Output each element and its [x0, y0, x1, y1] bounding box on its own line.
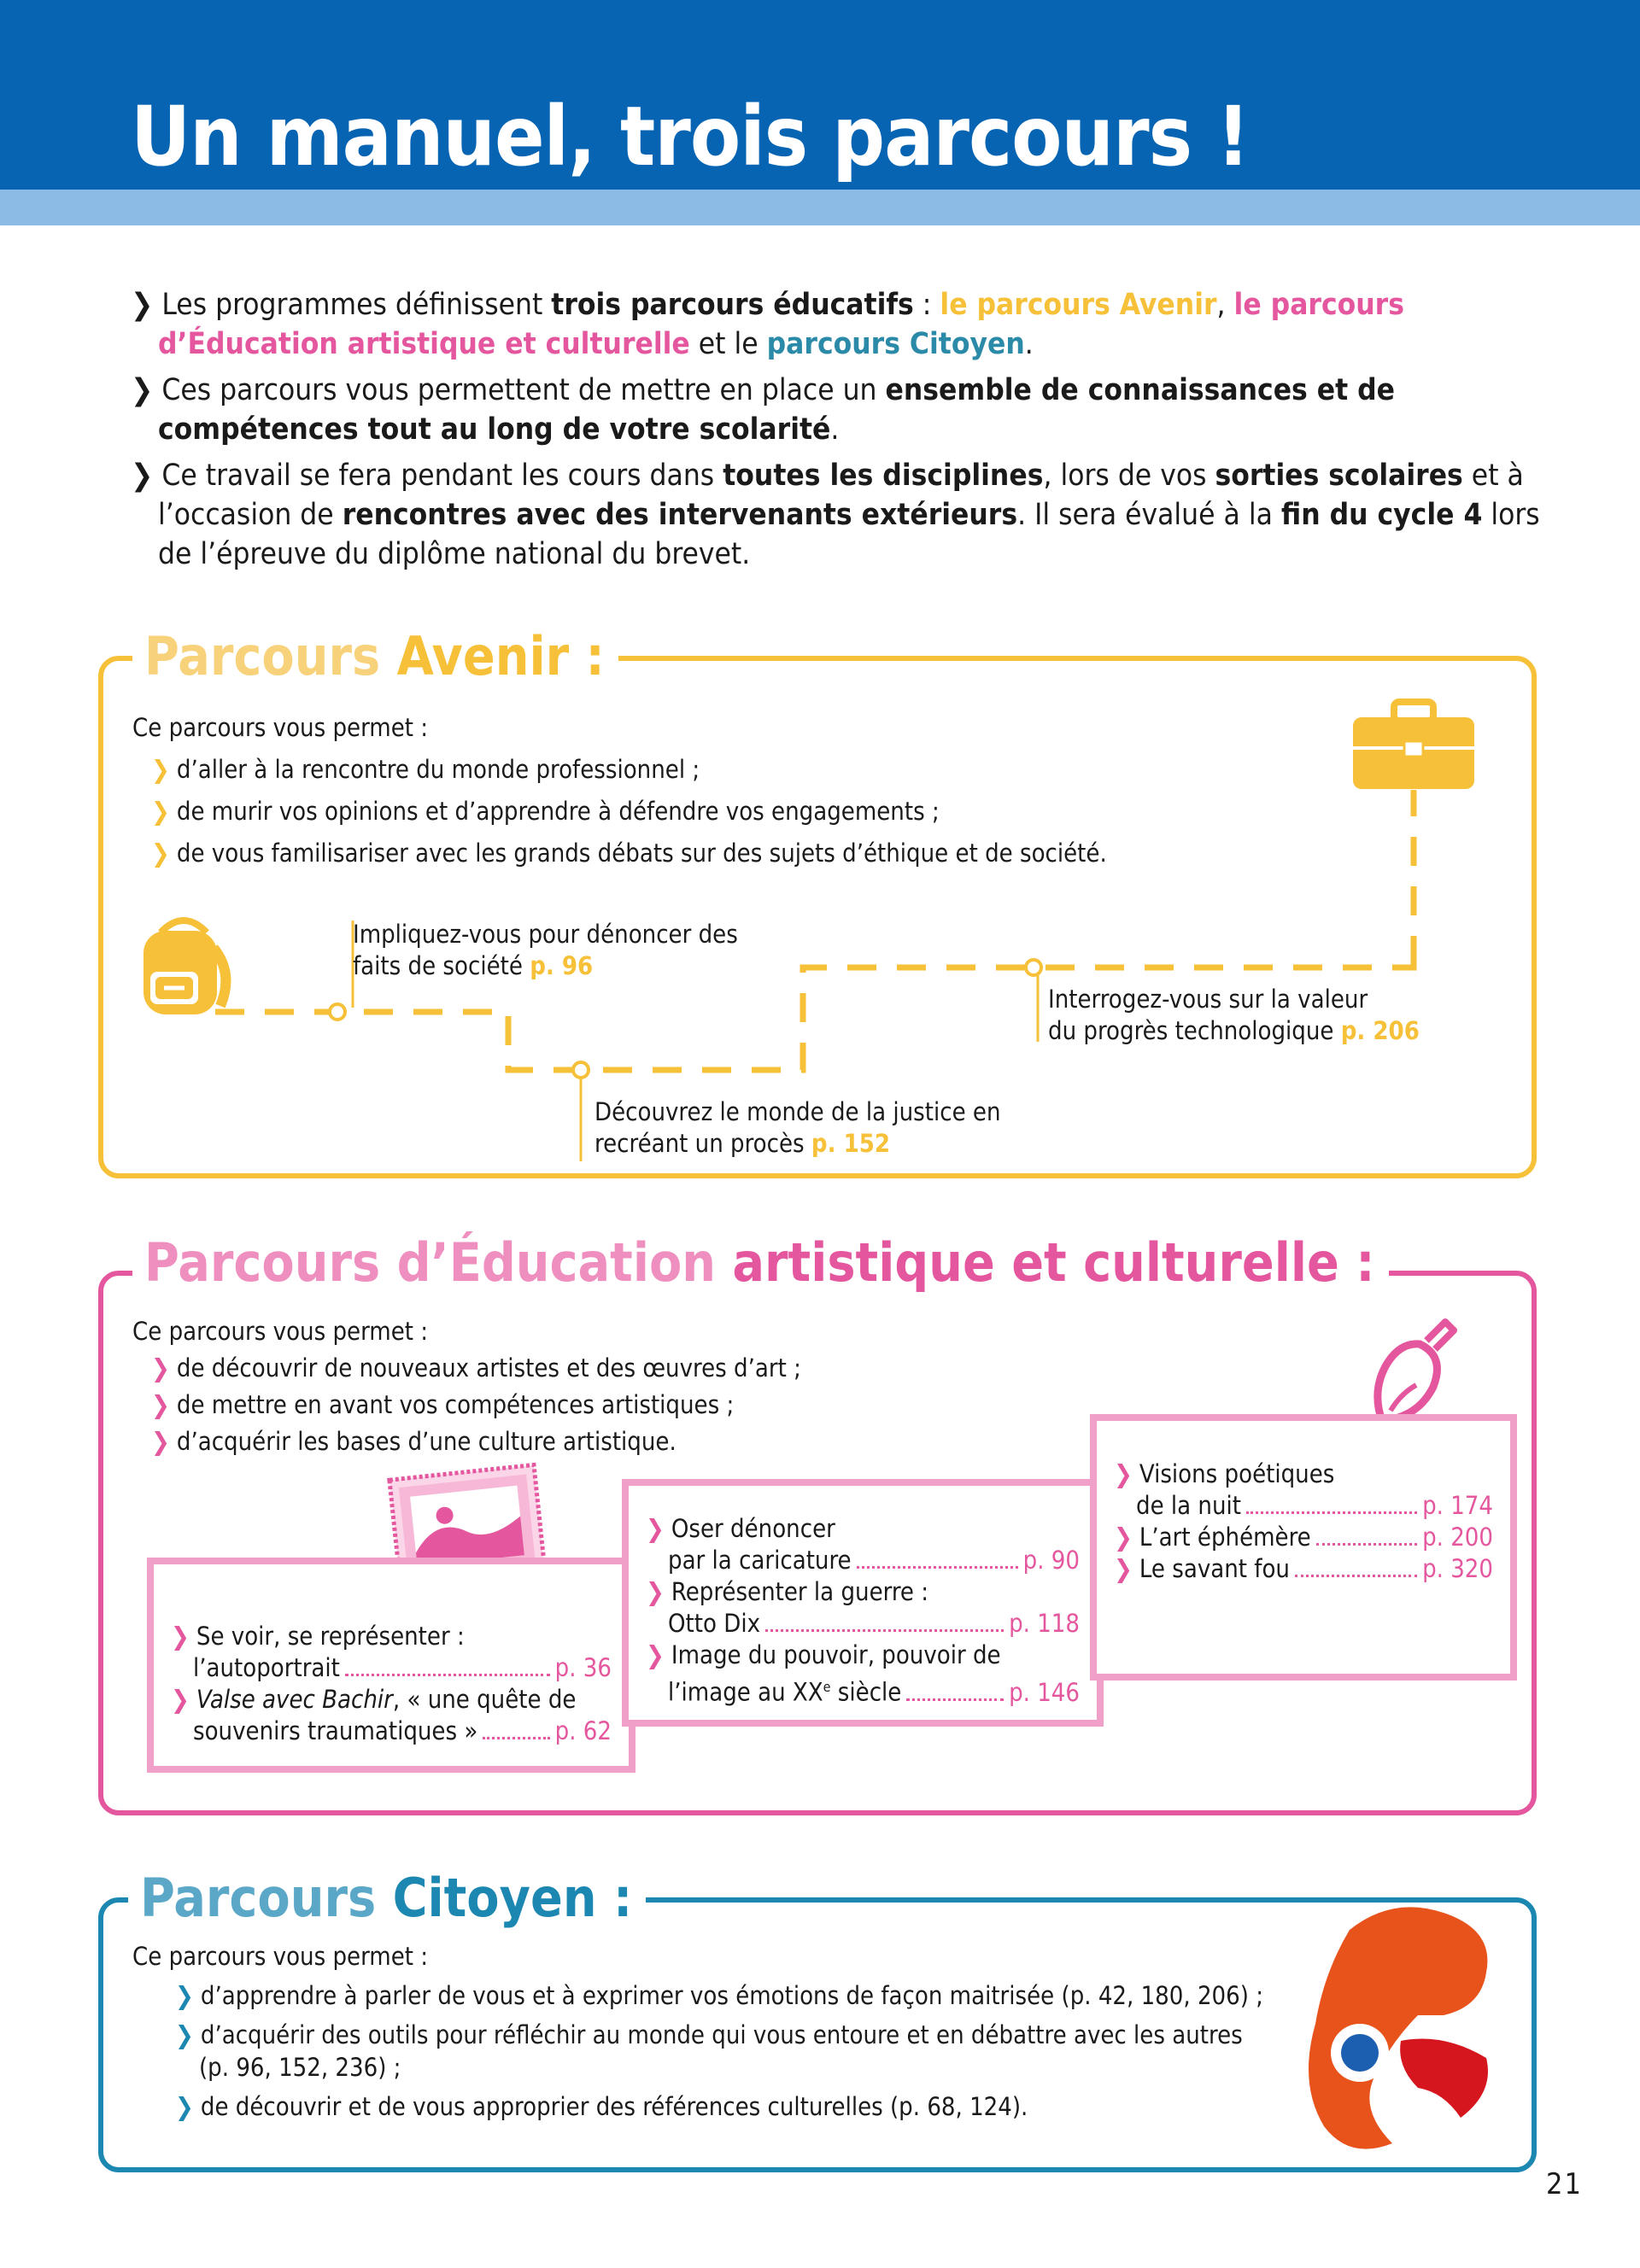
citoyen-list [132, 1940, 1311, 2123]
citoyen-lead: Ce parcours vous permet : [132, 1942, 429, 1971]
list-item-page: l’image au XXe siècle p. 146 [668, 1677, 1080, 1707]
avenir-lead: Ce parcours vous permet : [132, 713, 429, 742]
page-number: 21 [1546, 2167, 1583, 2201]
avenir-title: Parcours Avenir : [132, 630, 618, 683]
list-item: ❯ d’acquérir des outils pour réfléchir au monde qui vous entoure et en débattre avec les autres [175, 2020, 1243, 2049]
avenir-step-3: Interrogez-vous sur la valeur du progrès technologique p. 206 [1048, 985, 1420, 1045]
eac-box-1 [147, 1558, 636, 1773]
page-title: Un manuel, trois parcours ! [131, 89, 1250, 184]
list-item: ❯ Image du pouvoir, pouvoir de [646, 1640, 1001, 1669]
list-item: ❯ Visions poétiques [1114, 1459, 1335, 1488]
list-item-page: Otto Dix p. 118 [668, 1609, 1080, 1638]
list-item: ❯ Valse avec Bachir, « une quête de [171, 1685, 577, 1714]
list-item: ❯ d’apprendre à parler de vous et à exprimer vos émotions de façon maitrisée (p. 42, 180, 206) ; [175, 1981, 1263, 2010]
intro-paragraph-3: ❯ Ce travail se fera pendant les cours dans toutes les disciplines, lors de vos sorties scolaires et à l’occasion de rencontres avec des intervenants extérieurs. Il sera évalué à la fin du cycle 4 lors de l’épreuve du diplôme national du brevet. [131, 459, 1540, 571]
avenir-step-1: Impliquez-vous pour dénoncer des faits de société p. 96 [353, 920, 738, 980]
list-item-page: par la caricature p. 90 [668, 1546, 1080, 1575]
list-item: ❯ d’acquérir les bases d’une culture artistique. [151, 1427, 676, 1456]
chevron-icon: ❯ [131, 373, 154, 407]
paintbrush-icon [1367, 1315, 1461, 1426]
list-item: ❯ de découvrir de nouveaux artistes et des œuvres d’art ; [151, 1353, 801, 1382]
briefcase-icon [1350, 699, 1478, 792]
list-item-page: souvenirs traumatiques » p. 62 [193, 1716, 612, 1745]
list-item-page: l’autoportrait p. 36 [193, 1653, 612, 1682]
list-item-page: ❯ Le savant fou p. 320 [1114, 1554, 1493, 1583]
chevron-icon: ❯ [131, 288, 154, 322]
intro-paragraph-1: ❯ Les programmes définissent trois parcours éducatifs : le parcours Avenir, le parcours d’Éducation artistique et culturelle et le parcours Citoyen. [131, 288, 1404, 361]
citoyen-title: Parcours Citoyen : [128, 1872, 646, 1925]
intro-paragraph-2: ❯ Ces parcours vous permettent de mettre en place un ensemble de connaissances et de compétences tout au long de votre scolarité. [131, 373, 1396, 447]
list-item: ❯ Représenter la guerre : [646, 1577, 929, 1606]
chevron-icon: ❯ [131, 459, 154, 493]
eac-title: Parcours d’Éducation artistique et culturelle : [132, 1236, 1389, 1289]
list-item-page: ❯ L’art éphémère p. 200 [1114, 1523, 1493, 1552]
list-item-continuation: (p. 96, 152, 236) ; [199, 2053, 401, 2082]
list-item: ❯ Se voir, se représenter : [171, 1622, 465, 1651]
eac-box-3 [1090, 1414, 1517, 1681]
list-item: ❯ de vous familisariser avec les grands débats sur des sujets d’éthique et de société. [151, 839, 1107, 868]
eac-box-2 [622, 1479, 1104, 1727]
list-item: ❯ Oser dénoncer [646, 1514, 835, 1543]
backpack-icon [135, 914, 233, 1016]
list-item: ❯ de mettre en avant vos compétences artistiques ; [151, 1390, 735, 1419]
eac-list [132, 1313, 987, 1460]
list-item: ❯ de murir vos opinions et d’apprendre à défendre vos engagements ; [151, 797, 940, 826]
parrot-head-icon [1298, 1896, 1503, 2160]
eac-lead: Ce parcours vous permet : [132, 1317, 429, 1346]
list-item-page: de la nuit p. 174 [1136, 1491, 1493, 1520]
list-item: ❯ de découvrir et de vous approprier des références culturelles (p. 68, 124). [175, 2092, 1028, 2121]
avenir-step-2: Découvrez le monde de la justice en recréant un procès p. 152 [594, 1097, 1001, 1158]
list-item: ❯ d’aller à la rencontre du monde professionnel ; [151, 755, 700, 784]
